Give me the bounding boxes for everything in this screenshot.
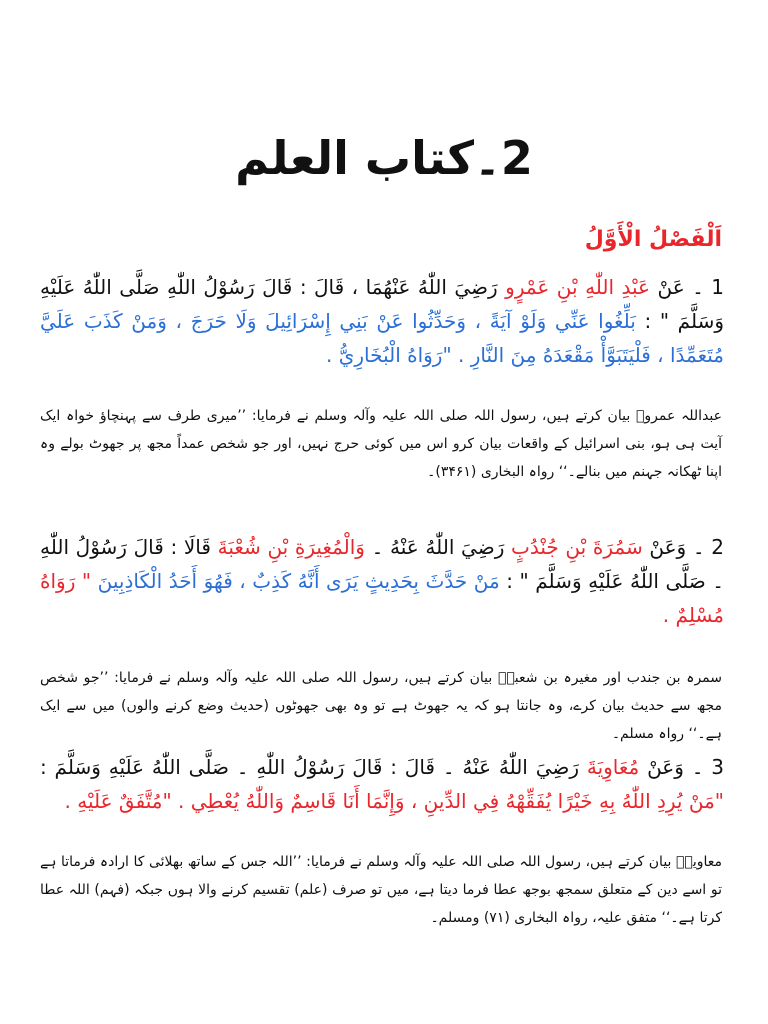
hadith-reference: " رَوَاهُ مُسْلِمٌ . bbox=[40, 569, 724, 627]
hadith-3-translation: معاویہؓ بیان کرتے ہیں، رسول اللہ صلی اللہ علیہ وآلہ وسلم نے فرمایا: ’’اللہ جس کے ساتھ بھلائی کا ارادہ فرماتا ہے تو اسے دین کے متعلق سمجھ بوجھ عطا فرما دیتا ہے، میں تو صرف (علم) تقسیم کرنے والا ہوں جبکہ (فہم) اللہ عطا کرتا ہے۔‘‘ متفق علیہ، رواہ البخاری (۷۱) ومسلم۔ bbox=[40, 854, 722, 926]
hadith-2-arabic bbox=[40, 530, 724, 632]
section-title: اَلْفَصْلُ الْأَوَّلُ bbox=[584, 227, 722, 252]
hadith-reference: . "رَوَاهُ الْبُخَارِيُّ . bbox=[326, 343, 465, 367]
hadith-matn: "مَنْ يُرِدِ اللّٰهُ بِهِ خَيْرًا يُفَقِّهْهُ فِي الدِّينِ ، وَإِنَّمَا أَنَا قَاسِمٌ وَاللّٰهُ يُعْطِي bbox=[190, 789, 724, 813]
hadith-intro: وَعَنْ bbox=[647, 755, 684, 779]
hadith-isnad-2: قَالَا : قَالَ رَسُوْلُ اللّٰهِ ۔ صَلَّى اللّٰهُ عَلَيْهِ وَسَلَّمَ " : bbox=[40, 535, 725, 593]
hadith-1-arabic bbox=[40, 270, 724, 372]
hadith-matn: مَنْ حَدَّثَ بِحَدِيثٍ يَرَى أَنَّهُ كَذِبٌ ، فَهُوَ أَحَدُ الْكَاذِبِينَ bbox=[97, 569, 500, 593]
hadith-narrator: مُعَاوِيَةَ bbox=[586, 755, 640, 779]
hadith-intro: عَنْ bbox=[657, 275, 685, 299]
hadith-1-translation: عبداللہ عمروؓ بیان کرتے ہیں، رسول اللہ صلی اللہ علیہ وآلہ وسلم نے فرمایا: ’’میری طرف سے پہنچاؤ خواہ ایک آیت ہی ہو، بنی اسرائیل کے واقعات بیان کرو اس میں کوئی حرج نہیں، اور جو شخص عمداً مجھ پر جھوٹ بولے وہ اپنا ٹھکانہ جہنم میں بنالے۔‘‘ رواہ البخاری (۳۴۶۱)۔ bbox=[40, 408, 722, 480]
chapter-title: 2۔کتاب العلم bbox=[235, 131, 533, 185]
hadith-2-translation: سمرہ بن جندب اور مغیرہ بن شعبہؓ بیان کرتے ہیں، رسول اللہ صلی اللہ علیہ وآلہ وسلم نے فرمایا: ’’جو شخص مجھ سے حدیث بیان کرے، وہ جانتا ہو کہ یہ جھوٹ ہے تو وہ بھی جھوٹوں (حدیث وضع کرنے والوں) میں سے ایک ہے۔‘‘ رواہ مسلم۔ bbox=[40, 670, 722, 742]
hadith-isnad: رَضِيَ اللّٰهُ عَنْهُ ۔ قَالَ : قَالَ رَسُوْلُ اللّٰهِ ۔ صَلَّى اللّٰهُ عَلَيْهِ وَسَلَّمَ : bbox=[40, 755, 580, 779]
hadith-number: 1 ۔ bbox=[692, 275, 725, 299]
hadith-intro: وَعَنْ bbox=[649, 535, 687, 559]
hadith-isnad: رَضِيَ اللّٰهُ عَنْهُمَا ، قَالَ : قَالَ رَسُوْلُ اللّٰهِ صَلَّى اللّٰهُ عَلَيْهِ وَسَلَّمَ " : bbox=[40, 275, 725, 333]
hadith-reference: . "مُتَّفَقٌ عَلَيْهِ . bbox=[64, 789, 185, 813]
hadith-narrator: عَبْدِ اللّٰهِ بْنِ عَمْرٍو bbox=[505, 275, 650, 299]
hadith-isnad: رَضِيَ اللّٰهُ عَنْهُ ۔ bbox=[371, 535, 505, 559]
hadith-matn: بَلِّغُوا عَنِّي وَلَوْ آيَةً ، وَحَدِّثُوا عَنْ بَنِي إِسْرَائِيلَ وَلَا حَرَجَ ، وَمَنْ كَذَبَ عَلَيَّ مُتَعَمِّدًا ، فَلْيَتَبَوَّأْ مَقْعَدَهُ مِنَ النَّارِ bbox=[40, 309, 724, 367]
hadith-3-arabic bbox=[40, 750, 724, 818]
hadith-narrator: سَمُرَةَ بْنِ جُنْدُبٍ bbox=[511, 535, 643, 559]
hadith-number: 2 ۔ bbox=[692, 535, 725, 559]
hadith-number: 3 ۔ bbox=[691, 755, 725, 779]
hadith-narrator-2: وَالْمُغِيرَةِ بْنِ شُعْبَةَ bbox=[217, 535, 365, 559]
